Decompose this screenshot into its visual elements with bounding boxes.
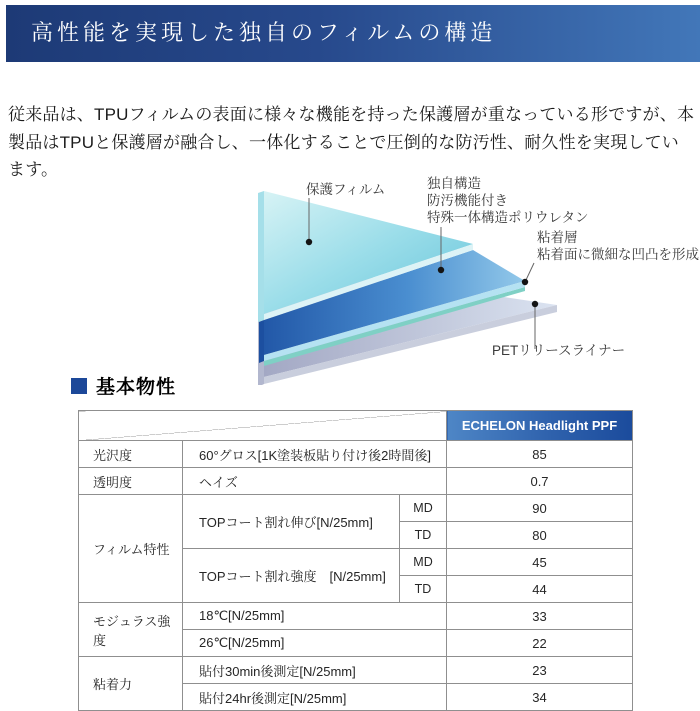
value-cell: 90 (447, 495, 633, 522)
label-unique-structure-2: 防汚機能付き (427, 193, 508, 208)
value-cell: 33 (447, 603, 633, 630)
property-cell: TOPコート割れ伸び[N/25mm] (183, 495, 400, 549)
property-cell: 貼付30min後測定[N/25mm] (183, 657, 447, 684)
value-cell: 44 (447, 576, 633, 603)
table-row (79, 468, 633, 495)
value-cell: 23 (447, 657, 633, 684)
property-cell: 26℃[N/25mm] (183, 630, 447, 657)
value-cell: 34 (447, 684, 633, 711)
direction-cell: MD (400, 549, 447, 576)
label-adhesive-1: 粘着層 (537, 230, 578, 245)
property-cell: ヘイズ (183, 468, 447, 495)
value-cell: 45 (447, 549, 633, 576)
direction-cell: TD (400, 522, 447, 549)
property-cell: 貼付24hr後測定[N/25mm] (183, 684, 447, 711)
label-unique-structure-3: 特殊一体構造ポリウレタン (427, 210, 589, 225)
category-cell: 粘着力 (79, 657, 183, 711)
value-cell: 22 (447, 630, 633, 657)
direction-cell: TD (400, 576, 447, 603)
label-protective-film: 保護フィルム (306, 182, 386, 197)
title-bar (6, 5, 700, 62)
table-row (79, 657, 633, 684)
page-title: 高性能を実現した独自のフィルムの構造 (31, 21, 497, 46)
direction-cell: MD (400, 495, 447, 522)
value-cell: 0.7 (447, 468, 633, 495)
intro-paragraph: 従来品は、TPUフィルムの表面に様々な機能を持った保護層が重なっている形ですが、本製品はTPUと保護層が融合し、一体化することで圧倒的な防汚性、耐久性を実現しています。 (8, 105, 695, 179)
property-cell: TOPコート割れ強度 [N/25mm] (183, 549, 400, 603)
table-row (79, 441, 633, 468)
category-cell: 光沢度 (79, 441, 183, 468)
section-heading (71, 372, 176, 399)
section-title: 基本物性 (96, 377, 177, 398)
table-row (79, 603, 633, 630)
label-adhesive-2: 粘着面に微細な凹凸を形成 (537, 247, 699, 262)
basic-properties-table (78, 410, 633, 711)
value-cell: 85 (447, 441, 633, 468)
section-marker-square (71, 378, 87, 394)
film-structure-diagram (0, 170, 700, 385)
property-cell: 18℃[N/25mm] (183, 603, 447, 630)
table-row (79, 495, 633, 522)
table-header-row (79, 411, 633, 441)
category-cell: 透明度 (79, 468, 183, 495)
label-pet-liner: PETリリースライナー (492, 343, 626, 358)
value-cell: 80 (447, 522, 633, 549)
label-unique-structure-1: 独自構造 (427, 176, 481, 191)
table-corner-diagonal-cell (79, 411, 447, 441)
category-cell: フィルム特性 (79, 495, 183, 603)
property-cell: 60°グロス[1K塗装板貼り付け後2時間後] (183, 441, 447, 468)
category-cell: モジュラス強度 (79, 603, 183, 657)
product-column-header: ECHELON Headlight PPF (447, 411, 633, 441)
